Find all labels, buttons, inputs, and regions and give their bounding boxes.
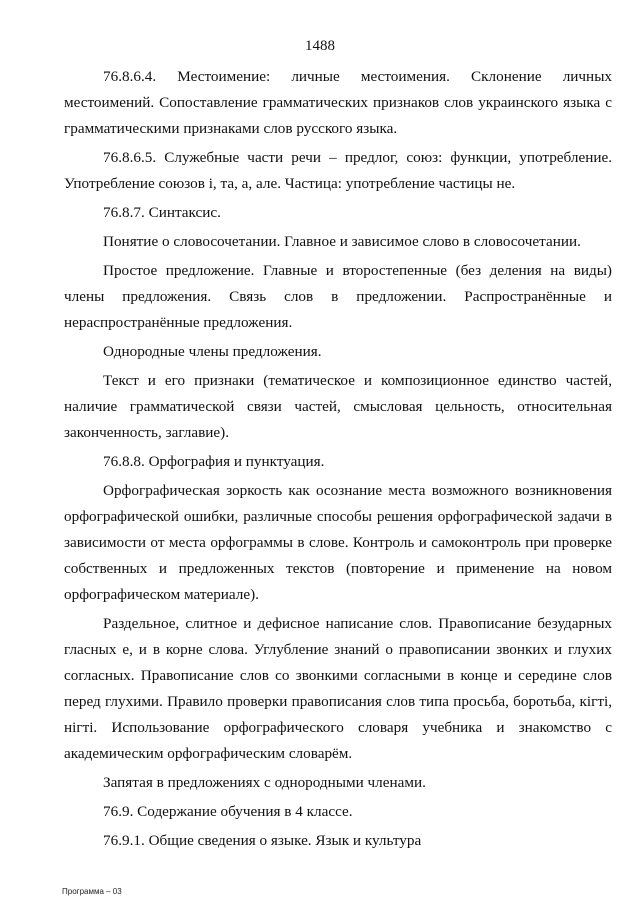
paragraph-simple-sentence: Простое предложение. Главные и второстепенные (без деления на виды) члены предложения. Связь слов в предложении. Распространённые и нераспространённые предложения. [64, 262, 612, 331]
page-number: 1488 [305, 38, 335, 54]
paragraph-orthography-heading: 76.8.8. Орфография и пунктуация. [103, 453, 325, 470]
paragraph-comma-rule: Запятая в предложениях с однородными членами. [103, 774, 426, 791]
paragraph-function-words: 76.8.6.5. Служебные части речи – предлог, союз: функции, употребление. Употребление союзов і, та, а, але. Частица: употребление частицы не. [64, 149, 612, 192]
paragraph-homogeneous-members: Однородные члены предложения. [103, 343, 322, 360]
footer-program-label: Программа – 03 [62, 887, 122, 896]
document-body [64, 64, 612, 857]
paragraph-grade4-heading: 76.9. Содержание обучения в 4 классе. [103, 803, 353, 820]
paragraph-orthographic-vigilance: Орфографическая зоркость как осознание места возможного возникновения орфографической ошибки, различные способы решения орфографической задачи в зависимости от места орфограммы в слове. Контроль и самоконтроль при проверке собственных и предложенных текстов (повторение и применение на новом орфографическом материале). [64, 482, 612, 603]
paragraph-text-features: Текст и его признаки (тематическое и композиционное единство частей, наличие грамматической связи частей, смысловая цельность, относительная законченность, заглавие). [64, 372, 612, 441]
paragraph-language-culture: 76.9.1. Общие сведения о языке. Язык и культура [103, 832, 422, 849]
paragraph-phrase: Понятие о словосочетании. Главное и зависимое слово в словосочетании. [103, 233, 581, 250]
paragraph-syntax-heading: 76.8.7. Синтаксис. [103, 204, 221, 221]
paragraph-spelling-rules: Раздельное, слитное и дефисное написание слов. Правописание безударных гласных е, и в корне слова. Углубление знаний о правописании звонких и глухих согласных. Правописание слов со звонкими согласными в конце и середине слов перед глухими. Правило проверки правописания слов типа просьба, боротьба, кігті, нігті. Использование орфографического словаря учебника и знакомство с академическим орфографическим словарём. [64, 615, 612, 762]
paragraph-pronoun: 76.8.6.4. Местоимение: личные местоимения. Склонение личных местоимений. Сопоставление грамматических признаков слов украинского языка с грамматическими признаками слов русского языка. [64, 68, 612, 137]
